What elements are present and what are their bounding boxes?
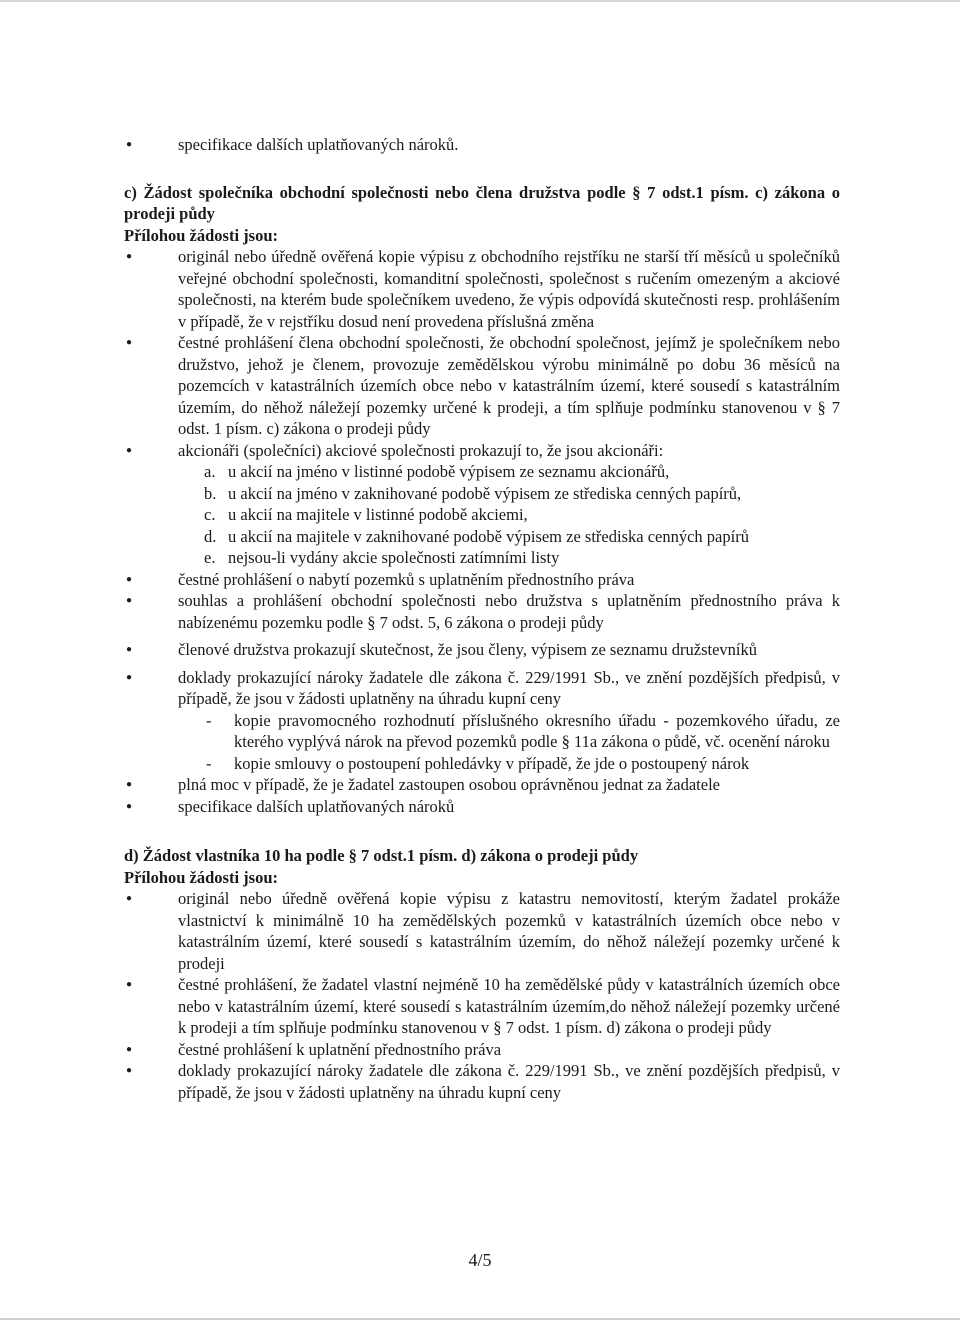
list-item: ● originál nebo úředně ověřená kopie výpisu z obchodního rejstříku ne starší tří měsíců u společníků veřejné obchodní společnosti, komanditní společnosti, společnost s ručením omezeným a akciové společnosti, na kterém bude společníkem uvedeno, že výpis odpovídá skutečnosti resp. prohlášením v případě, že v rejstříku dosud není provedena příslušná změna [124,246,840,332]
section-d-attachments-label: Přílohou žádosti jsou: [124,867,279,887]
sublist-item [206,710,840,753]
sublist-marker: d. [204,526,217,546]
sublist-text: kopie smlouvy o postoupení pohledávky v případě, že jde o postoupený nárok [234,753,750,773]
scan-top-edge [0,0,960,2]
sublist-marker: b. [204,483,217,503]
sublist-item [204,483,840,505]
section-c-attachments-label: Přílohou žádosti jsou: [124,225,279,245]
list-item: ● specifikace dalších uplatňovaných nároků [124,796,840,818]
sublist-text: u akcií na jméno v zaknihované podobě výpisem ze střediska cenných papírů, [228,483,742,503]
sublist-marker: a. [204,462,216,481]
sublist-text: u akcií na majitele v listinné podobě akciemi, [228,505,528,524]
sublist-text: u akcií na jméno v listinné podobě výpisem ze seznamu akcionářů, [228,462,670,481]
list-item: ● čestné prohlášení k uplatnění přednostního práva [124,1039,840,1061]
document-body [124,134,840,1103]
sublist-text: nejsou-li vydány akcie společnosti zatímními listy [228,548,560,567]
section-d-heading: d) Žádost vlastníka 10 ha podle § 7 odst.1 písm. d) zákona o prodeji půdy [124,846,639,865]
sublist-text: u akcií na majitele v zaknihované podobě výpisem ze střediska cenných papírů [228,526,749,546]
list-item: ● originál nebo úředně ověřená kopie výpisu z katastru nemovitostí, kterým žadatel prokáže vlastnictví k minimálně 10 ha zemědělských pozemků v katastrálních územích obce nebo v katastrálním území, které sousedí s katastrálním územím, do něhož náležejí pozemky určené k prodeji [124,888,840,974]
sublist-marker: - [206,753,212,773]
lettered-sublist [204,461,840,569]
sublist-marker: e. [204,548,216,567]
list-item: ● doklady prokazující nároky žadatele dle zákona č. 229/1991 Sb., ve znění pozdějších předpisů, v případě, že jsou v žádosti uplatněny na úhradu kupní ceny [124,667,840,710]
sublist-marker: c. [204,505,216,524]
sublist-marker: - [206,710,212,730]
sublist-item [204,526,840,548]
list-item: ● čestné prohlášení člena obchodní společnosti, že obchodní společnost, jejímž je společníkem nebo družstvo, jehož je členem, provozuje zemědělskou výrobu minimálně po dobu 36 měsíců na pozemcích v katastrálních územích obce nebo v katastrálním území, které sousedí s katastrálním územím, do něhož náležejí pozemky určené k prodeji, a tím splňuje podmínku stanovenou v § 7 odst. 1 písm. c) zákona o prodeji půdy [124,332,840,440]
list-item: ● čestné prohlášení, že žadatel vlastní nejméně 10 ha zemědělské půdy v katastrálních územích obce nebo v katastrálním území, které sousedí s katastrálním územím,do něhož náležejí pozemky určené k prodeji a tím splňuje podmínku stanovenou v § 7 odst. 1 písm. d) zákona o prodeji půdy [124,974,840,1039]
sublist-item [204,547,840,569]
list-item: ● členové družstva prokazují skutečnost, že jsou členy, výpisem ze seznamu družstevníků [124,639,840,661]
sublist-item [204,504,840,526]
sublist-text: kopie pravomocného rozhodnutí příslušného okresního úřadu - pozemkového úřadu, ze kterého vyplývá nárok na převod pozemků podle § 11a zákona o půdě, vč. ocenění nároku [234,710,840,751]
list-item: ● plná moc v případě, že je žadatel zastoupen osobou oprávněnou jednat za žadatele [124,774,840,796]
list-item: ● doklady prokazující nároky žadatele dle zákona č. 229/1991 Sb., ve znění pozdějších předpisů, v případě, že jsou v žádosti uplatněny na úhradu kupní ceny [124,1060,840,1103]
dash-sublist [206,710,840,775]
list-item: ● čestné prohlášení o nabytí pozemků s uplatněním přednostního práva [124,569,840,591]
section-c-heading: c) Žádost společníka obchodní společnosti nebo člena družstva podle § 7 odst.1 písm. c) zákona o prodeji půdy [124,182,840,223]
list-item: ● specifikace dalších uplatňovaných nároků. [124,134,840,156]
page-number: 4/5 [468,1250,492,1270]
sublist-item [206,753,840,775]
sublist-item [204,461,840,483]
list-item: ● akcionáři (společníci) akciové společnosti prokazují to, že jsou akcionáři: [124,440,840,462]
list-item: ● souhlas a prohlášení obchodní společnosti nebo družstva s uplatněním přednostního práva k nabízenému pozemku podle § 7 odst. 5, 6 zákona o prodeji půdy [124,590,840,633]
